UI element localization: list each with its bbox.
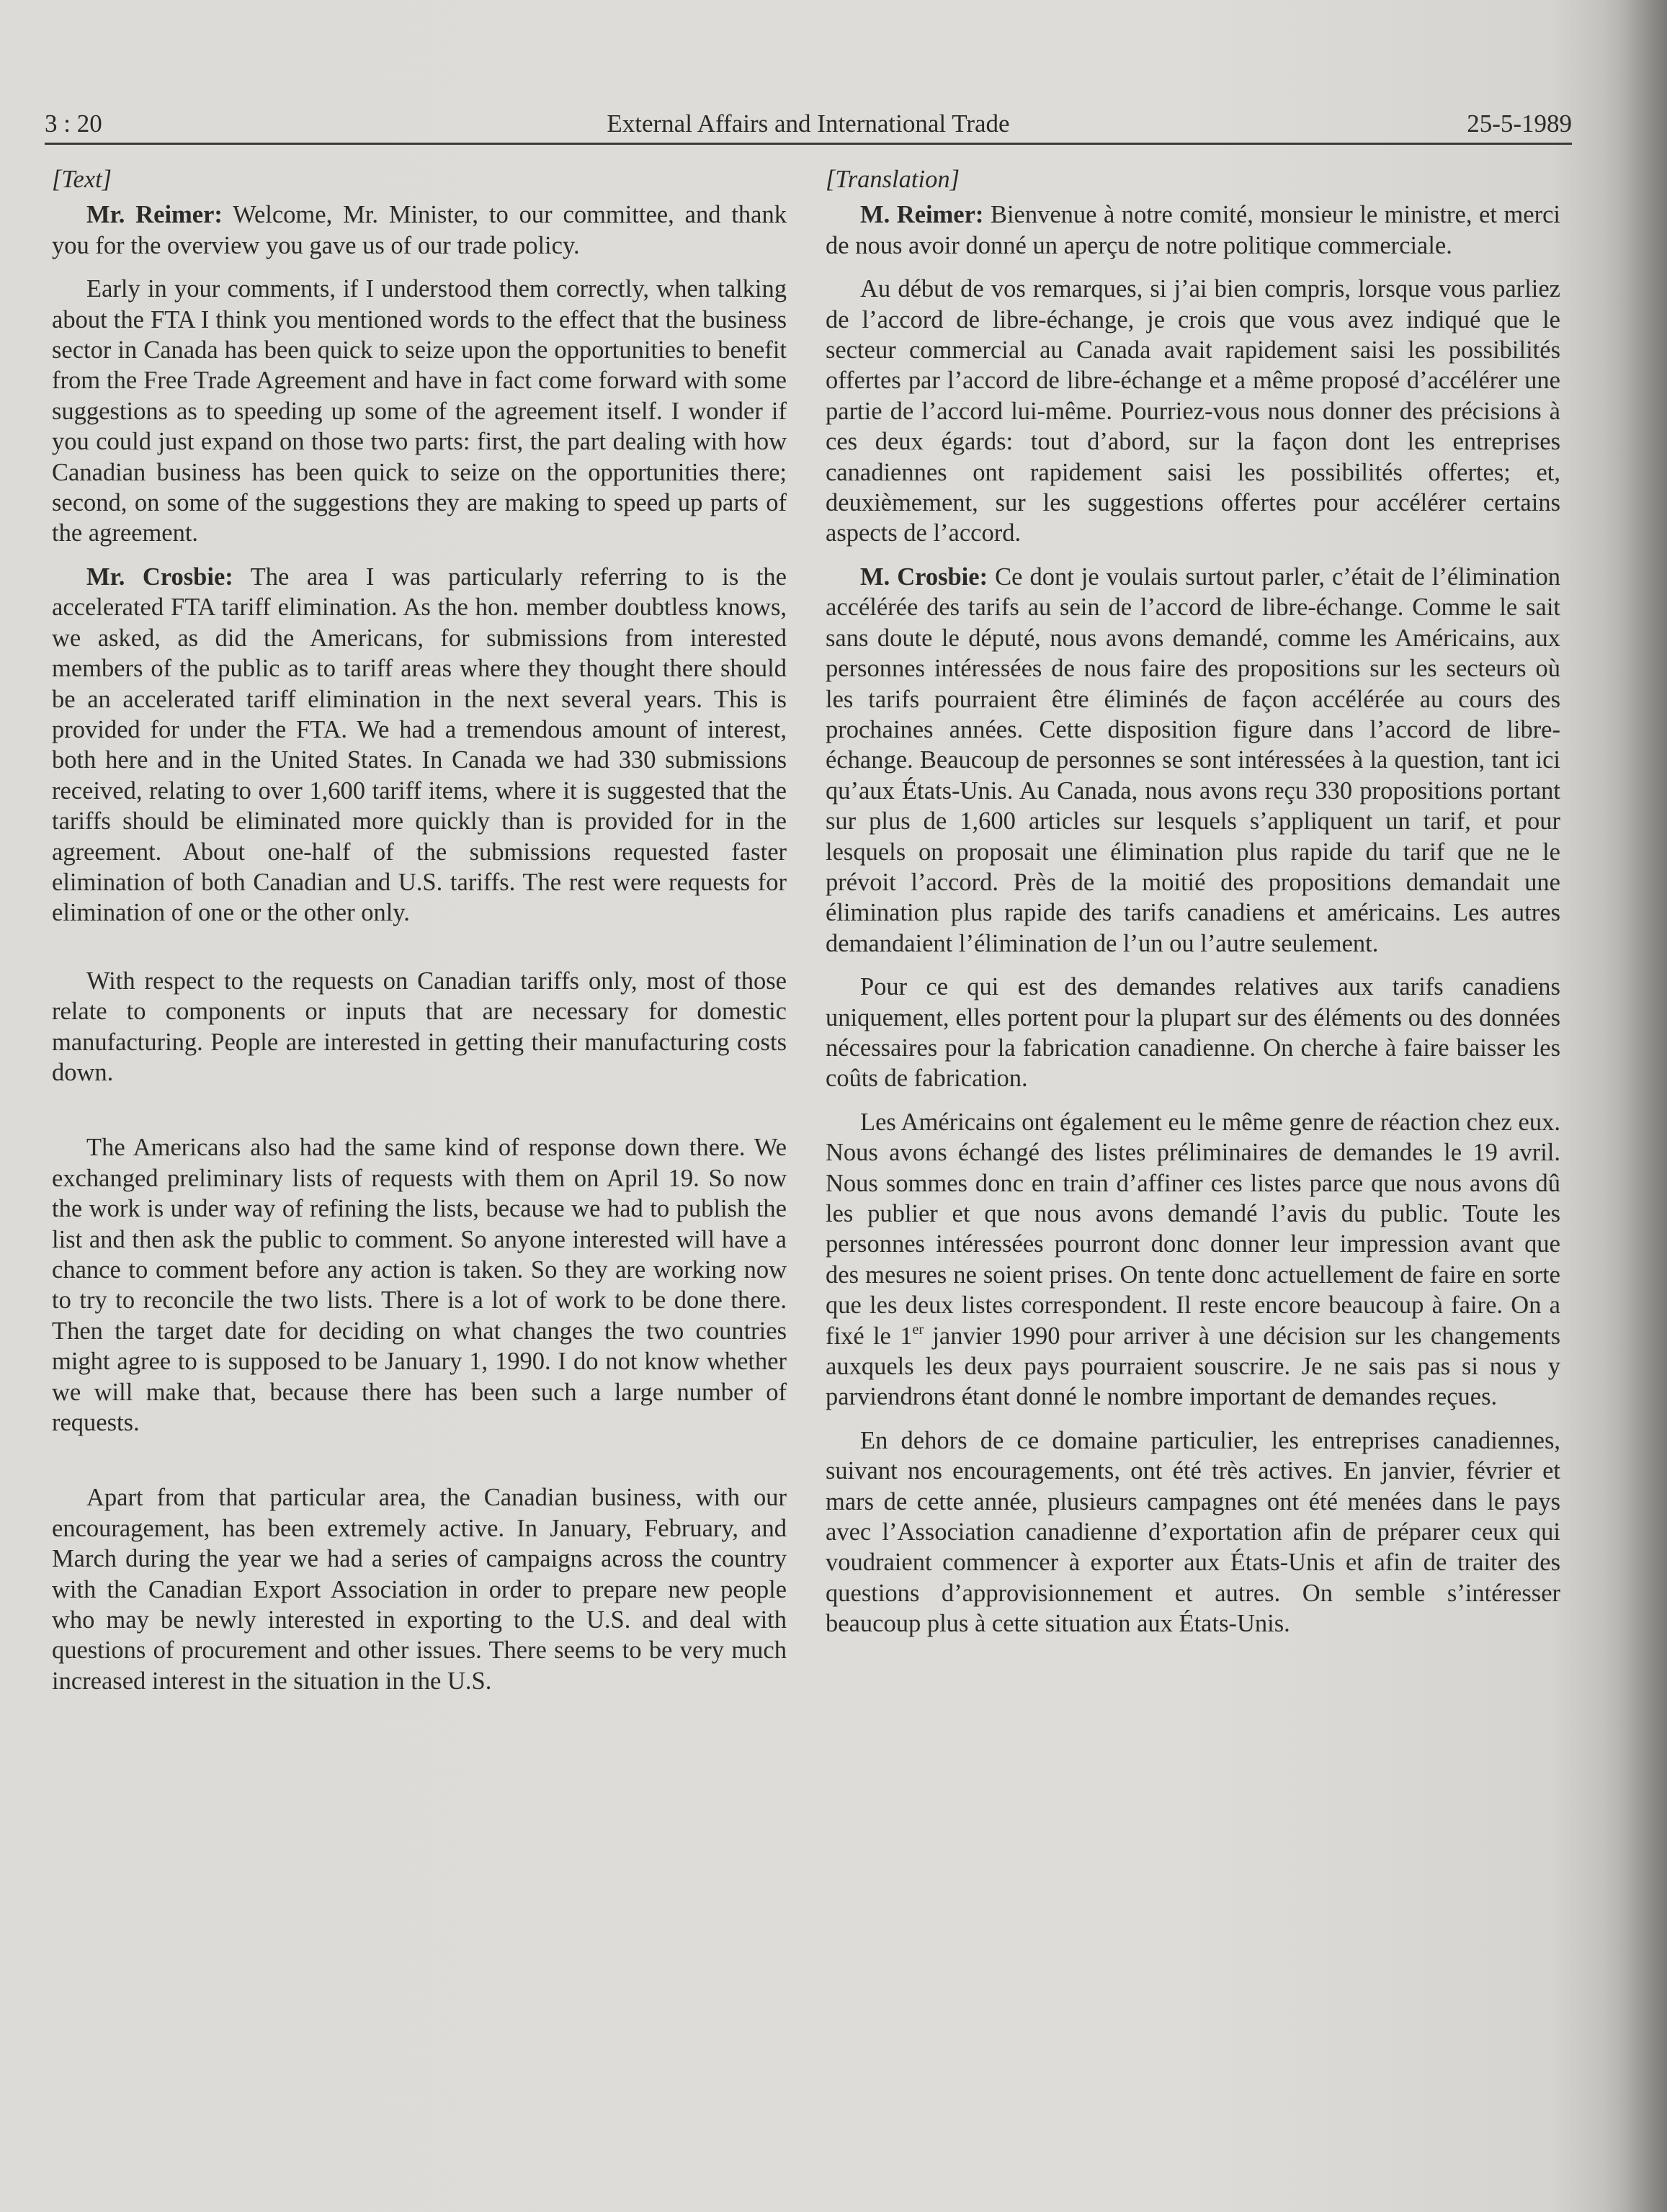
speaker-name: M. Crosbie: [860, 563, 988, 591]
paragraph-reimer-fr [826, 200, 1560, 261]
paragraph-canadian-tariffs-fr [826, 972, 1560, 1094]
speaker-name: Mr. Reimer: [86, 201, 223, 229]
paragraph-americans-en [52, 1132, 787, 1438]
paragraph-canadian-tariffs-en [52, 966, 787, 1088]
ordinal-superscript: er [912, 1321, 924, 1338]
speaker-name: M. Reimer: [860, 201, 984, 229]
paragraph-text: En dehors de ce domaine particulier, les entreprises canadiennes, suivant nos encouragements, ont été très actives. En janvier, février et mars de cette année, plusieurs campagnes ont été menées dans le pays avec l’Association canadienne d’exportation afin de préparer ceux qui voudraient commencer à exporter aux États-Unis et afin de traiter des questions d’approvisionnement et autres. On semble s’intéresser beaucoup plus à cette situation aux États-Unis. [826, 1426, 1560, 1638]
paragraph-text: The Americans also had the same kind of response down there. We exchanged preliminary lists of requests with them on April 19. So now the work is under way of refining the lists, because we had to publish the list and then ask the public to comment. So anyone interested will have a chance to comment before any action is taken. So they are working now to try to reconcile the two lists. There is a lot of work to be done there. Then the target date for deciding on what changes the two countries might agree to is supposed to be January 1, 1990. I do not know whether we will make that, because there has been such a large number of requests. [52, 1134, 787, 1437]
translation-tag: [Translation] [826, 166, 960, 193]
paragraph-text: The area I was particularly referring to is the accelerated FTA tariff elimination. As the hon. member doubtless knows, we asked, as did the Americans, for submissions from interested members of the public as to tariff areas where they thought there should be an accelerated tariff elimination in the next several years. This is provided for under the FTA. We had a tremendous amount of interest, both here and in the United States. In Canada we had 330 submissions received, relating to over 1,600 tariff items, where it is suggested that the tariffs should be eliminated more quickly than is provided for in the agreement. About one-half of the submissions requested faster elimination of both Canadian and U.S. tariffs. The rest were requests for elimination of one or the other only. [52, 563, 787, 927]
paragraph-text: Early in your comments, if I understood them correctly, when talking about the FTA I think you mentioned words to the effect that the business sector in Canada has been quick to seize upon the opportunities to benefit from the Free Trade Agreement and have in fact come forward with some suggestions as to speeding up some of the agreement itself. I wonder if you could just expand on those two parts: first, the part dealing with how Canadian business has been quick to seize on the opportunities there; second, on some of the suggestions they are making to speed up parts of the agreement. [52, 275, 787, 547]
text-tag: [Text] [52, 166, 112, 193]
paragraph-text: With respect to the requests on Canadian tariffs only, most of those relate to components or inputs that are necessary for domestic manufacturing. People are interested in getting their manufacturing costs down. [52, 967, 787, 1086]
page-edge-shadow [1602, 0, 1667, 2212]
paragraph-reimer-en [52, 200, 787, 261]
paragraph-crosbie-fr [826, 562, 1560, 959]
paragraph-text: Les Américains ont également eu le même genre de réaction chez eux. Nous avons échangé des listes préliminaires de demandes le 19 avril. Nous sommes donc en train d’affiner ces listes parce que nous avons dû les publier et que nous avons demandé l’avis du public. Toute les personnes intéressées pourront donc donner leur impression avant que des mesures ne soient prises. On tente donc actuellement de faire en sorte que les deux listes correspondent. Il reste encore beaucoup à faire. On a fixé le 1 [826, 1108, 1560, 1350]
page-number: 3 : 20 [45, 109, 102, 138]
speaker-name: Mr. Crosbie: [86, 563, 233, 591]
paragraph-text: Apart from that particular area, the Canadian business, with our encouragement, has been extremely active. In January, February, and March during the year we had a series of campaigns across the country with the Canadian Export Association in order to prepare new people who may be newly interested in exporting to the U.S. and deal with questions of procurement and other issues. There seems to be very much increased interest in the situation in the U.S. [52, 1484, 787, 1695]
paragraph-text: Pour ce qui est des demandes relatives aux tarifs canadiens uniquement, elles portent pour la plupart sur des éléments ou des données nécessaires pour la fabrication canadienne. On cherche à faire baisser les coûts de fabrication. [826, 973, 1560, 1093]
paragraph-text: Welcome, Mr. Minister, to our committee, and thank you for the overview you gave us of our trade policy. [52, 201, 787, 259]
paragraph-question-en [52, 274, 787, 549]
french-column [826, 164, 1560, 1652]
paragraph-text: Ce dont je voulais surtout parler, c’était de l’élimination accélérée des tarifs au sein de l’accord de libre-échange. Comme le sait sans doute le député, nous avons demandé, comme les Américains, aux personnes intéressées de nous faire des propositions sur les secteurs où les tarifs pourraient être éliminés de façon accélérée au cours des prochaines années. Cette disposition figure dans l’accord de libre-échange. Beaucoup de personnes se sont intéressées à la question, tant ici qu’aux États-Unis. Au Canada, nous avons reçu 330 propositions portant sur plus de 1,600 articles sur lesquels s’appliquent un tarif, et pour lesquels on proposait une élimination plus rapide du tarif que ne le prévoit l’accord. Près de la moitié des propositions demandait une élimination plus rapide des tarifs canadiens et américains. Les autres demandaient l’élimination de l’un ou l’autre seulement. [826, 563, 1560, 957]
running-title: External Affairs and International Trade [607, 109, 1010, 138]
paragraph-americans-fr [826, 1107, 1560, 1412]
paragraph-text: janvier 1990 pour arriver à une décision sur les changements auxquels les deux pays pourraient souscrire. Je ne sais pas si nous y parviendrons étant donné le nombre important de demandes reçues. [826, 1322, 1560, 1411]
paragraph-business-en [52, 1482, 787, 1696]
page-header [45, 105, 1572, 143]
paragraph-text: Au début de vos remarques, si j’ai bien compris, lorsque vous parliez de l’accord de libre-échange, je crois que vous avez indiqué que le secteur commercial au Canada avait rapidement saisi les possibilités offertes par l’accord de libre-échange et a même proposé d’accélérer une partie de l’accord lui-même. Pourriez-vous nous donner des précisions à ces deux égards: tout d’abord, sur la façon dont les entreprises canadiennes ont rapidement saisi les possibilités offertes; et, deuxièmement, sur les suggestions offertes pour accélérer certains aspects de l’accord. [826, 275, 1560, 547]
paragraph-business-fr [826, 1425, 1560, 1639]
header-rule [45, 143, 1572, 145]
paragraph-question-fr [826, 274, 1560, 549]
english-column [52, 164, 787, 1709]
sitting-date: 25-5-1989 [1467, 109, 1572, 138]
paragraph-crosbie-en [52, 562, 787, 928]
paragraph-text: Bienvenue à notre comité, monsieur le ministre, et merci de nous avoir donné un aperçu de notre politique commerciale. [826, 201, 1560, 259]
